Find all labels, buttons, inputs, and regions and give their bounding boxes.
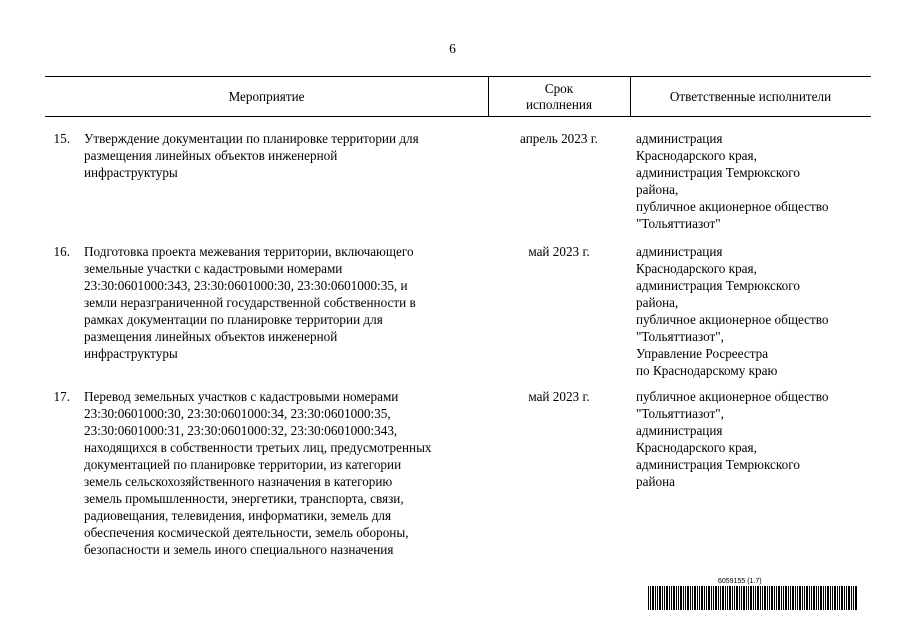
row-deadline: май 2023 г. <box>528 244 590 259</box>
table-header-bottom-rule <box>45 116 871 117</box>
row-responsible: администрация Краснодарского края, администрация Темрюкского района, публичное акционерное общество "Тольяттиазот" <box>636 131 829 231</box>
row-deadline: апрель 2023 г. <box>520 131 598 146</box>
table-top-rule <box>45 76 871 77</box>
header-deadline-line2: исполнения <box>525 97 593 112</box>
row-responsible: администрация Краснодарского края, администрация Темрюкского района, публичное акционерное общество "Тольяттиазот", Управление Росреестра по Краснодарскому краю <box>636 244 829 378</box>
row-number: 17. <box>53 389 70 404</box>
row-event-text: Утверждение документации по планировке территории для размещения линейных объектов инженерной инфраструктуры <box>84 131 419 180</box>
row-number: 16. <box>53 244 70 259</box>
row-event-text: Подготовка проекта межевания территории, включающего земельные участки с кадастровыми номерами 23:30:0601000:343, 23:30:0601000:30, 23:30:0601000:35, и земли неразграниченной государственной собственности в рамках документации по планировке территории для размещения линейных объектов инженерной инфраструктуры <box>84 244 416 361</box>
header-deadline <box>488 81 630 113</box>
header-deadline-line1: Срок <box>544 81 574 96</box>
barcode <box>648 586 860 610</box>
barcode-caption: 6059155 (1.7) <box>718 578 762 585</box>
row-responsible: публичное акционерное общество "Тольяттиазот", администрация Краснодарского края, администрация Темрюкского района <box>636 389 829 489</box>
row-number: 15. <box>53 131 70 146</box>
header-responsible: Ответственные исполнители <box>669 89 832 104</box>
row-deadline: май 2023 г. <box>528 389 590 404</box>
page-number: 6 <box>449 41 456 56</box>
row-event-text: Перевод земельных участков с кадастровыми номерами 23:30:0601000:30, 23:30:0601000:34, 23:30:0601000:35, 23:30:0601000:31, 23:30:0601000:32, 23:30:0601000:343, находящихся в собственности третьих лиц, предусмотренных документацией по планировке территории, из категории земель сельскохозяйственного назначения в категорию земель промышленности, энергетики, транспорта, связи, радиовещания, телевидения, информатики, земель для обеспечения космической деятельности, земель обороны, безопасности и земель иного специального назначения <box>84 389 432 557</box>
header-event: Мероприятие <box>228 89 305 104</box>
